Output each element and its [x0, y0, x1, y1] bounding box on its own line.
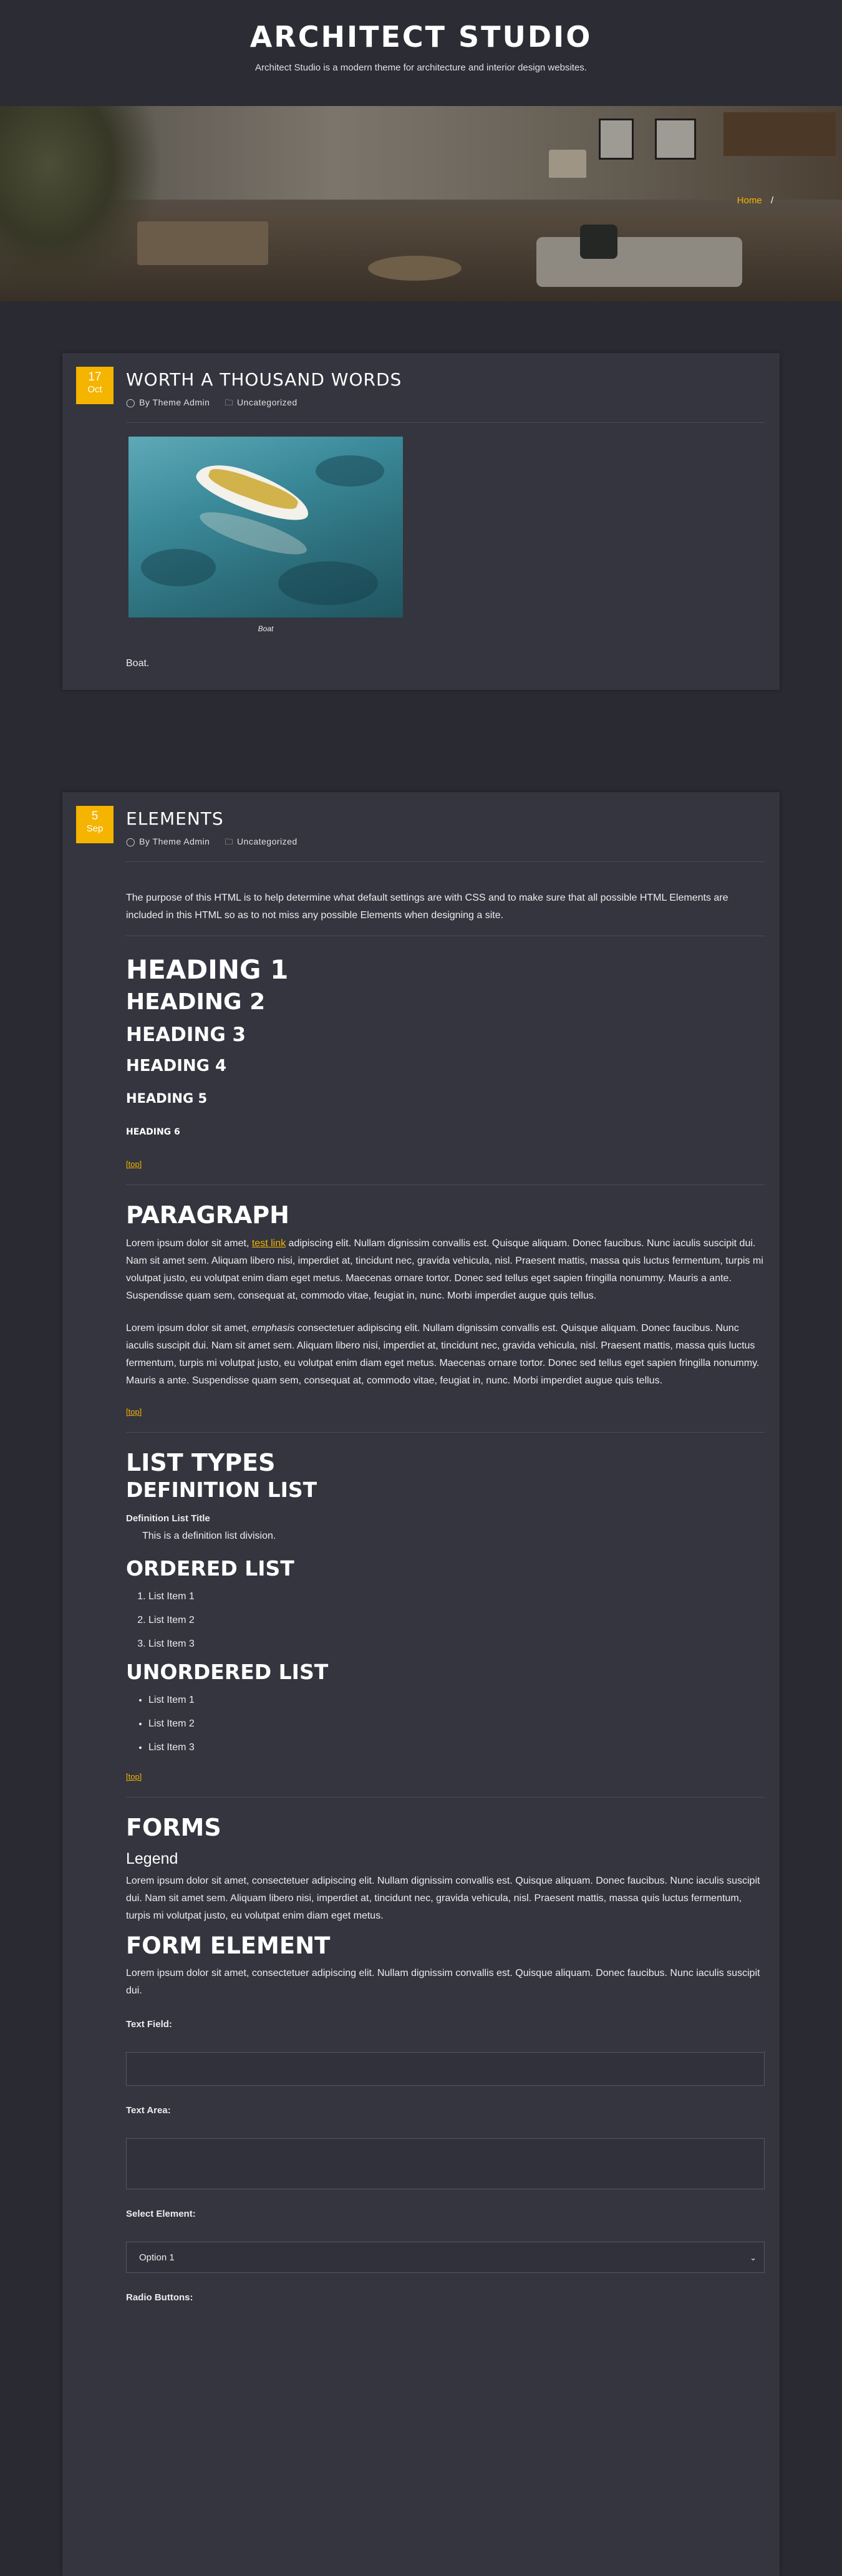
site-title[interactable]: ARCHITECT STUDIO [249, 20, 593, 54]
post-category-label: Uncategorized [236, 397, 298, 407]
select-label: Select Element: [126, 2209, 196, 2219]
paragraph-1-start: Lorem ipsum dolor sit amet, [126, 1238, 252, 1249]
post-title[interactable]: ELEMENTS [126, 808, 224, 829]
form-element-heading: FORM ELEMENT [126, 1932, 331, 1959]
hero-banner [0, 106, 842, 301]
image-figure [128, 437, 403, 637]
select-element[interactable] [126, 2242, 765, 2273]
unordered-list-heading: UNORDERED LIST [126, 1660, 329, 1684]
radio-buttons-label: Radio Buttons: [126, 2292, 193, 2303]
legend: Legend [126, 1850, 178, 1867]
list-item: • List Item 1 [148, 1688, 765, 1712]
divider [126, 861, 765, 862]
post-body: Boat. [126, 658, 150, 669]
post-title[interactable]: WORTH A THOUSAND WORDS [126, 369, 402, 390]
chevron-down-icon: ⌄ [750, 2253, 757, 2262]
form-element-paragraph: Lorem ipsum dolor sit amet, consectetuer adipiscing elit. Nullam dignissim convallis est. Quisque aliquam. Donec faucibus. Nunc iaculis suscipit dui. [126, 1968, 760, 1996]
water-rock [278, 561, 378, 605]
forms-paragraph: Lorem ipsum dolor sit amet, consectetuer adipiscing elit. Nullam dignissim convallis est. Quisque aliquam. Donec faucibus. Nunc iaculis suscipit dui. Nam sit amet sem. Aliquam libero nisi, imperdiet at, tincidunt nec, gravida vehicula, nisl. Praesent mattis, massa quis luctus fermentum, turpis mi volutpat justo, eu volutpat enim diam eget metus. [126, 1876, 760, 1921]
heading-3: HEADING 3 [126, 1024, 246, 1046]
post-category[interactable] [225, 836, 297, 850]
heading-4: HEADING 4 [126, 1057, 227, 1075]
unordered-list [126, 1688, 765, 1760]
definition-description: This is a definition list division. [142, 1531, 276, 1541]
text-area-label: Text Area: [126, 2105, 171, 2116]
divider [126, 1184, 765, 1185]
forms-heading: FORMS [126, 1814, 221, 1841]
top-link[interactable]: [top] [126, 1772, 142, 1781]
site-tagline: Architect Studio is a modern theme for architecture and interior design websites. [255, 62, 587, 73]
list-item: 3. List Item 3 [148, 1632, 765, 1656]
folder-icon: 🗀 [225, 837, 233, 846]
heading-6: HEADING 6 [126, 1127, 180, 1137]
post-author[interactable] [126, 836, 210, 850]
hero-overlay [0, 106, 842, 301]
post-meta [126, 397, 780, 411]
water-rock [316, 455, 384, 487]
post-author-label: By Theme Admin [139, 397, 210, 407]
heading-5: HEADING 5 [126, 1091, 208, 1106]
post-category[interactable] [225, 397, 297, 411]
paragraph-1 [126, 1235, 765, 1305]
post-content [62, 889, 780, 2307]
breadcrumb-home-link[interactable]: Home [737, 195, 762, 206]
list-types-heading: LIST TYPES [126, 1449, 276, 1476]
date-month: Oct [87, 384, 102, 395]
divider [126, 1797, 765, 1798]
list-item: • List Item 3 [148, 1736, 765, 1760]
ordered-list [126, 1585, 765, 1656]
boat-image[interactable] [128, 437, 403, 617]
test-link[interactable]: test link [251, 1238, 286, 1249]
emphasis-text: emphasis [251, 1323, 295, 1334]
heading-1: HEADING 1 [126, 954, 289, 985]
image-caption: Boat [258, 624, 274, 633]
list-item: • List Item 2 [148, 1712, 765, 1736]
top-link[interactable]: [top] [126, 1407, 142, 1416]
post-header [62, 353, 780, 423]
folder-icon: 🗀 [225, 398, 233, 407]
select-value: Option 1 [139, 2252, 175, 2263]
paragraph-1-end: adipiscing elit. Nullam dignissim convallis est. Quisque aliquam. Donec faucibus. Nunc iaculis suscipit dui. Nam sit amet sem. Aliquam libero nisi, imperdiet at, tincidunt nec, gravida vehicula, nisl. Praesent mattis, massa quis luctus fermentum, turpis mi volutpat justo, eu volutpat enim diam eget metus. Maecenas ornare tortor. Donec sed tellus eget sapien fringilla nonummy. Mauris a ante. Suspendisse quam sem, consequat at, commodo vitae, feugiat in, nunc. Morbi imperdiet augue quis tellus. [126, 1238, 763, 1301]
post-meta [126, 836, 780, 850]
definition-term: Definition List Title [126, 1513, 210, 1524]
date-month: Sep [86, 823, 104, 834]
post-category-label: Uncategorized [236, 836, 298, 846]
post-author-label: By Theme Admin [139, 836, 210, 846]
definition-list-heading: DEFINITION LIST [126, 1478, 317, 1502]
post-card [62, 792, 780, 2576]
breadcrumb [737, 195, 773, 206]
ordered-list-heading: ORDERED LIST [126, 1556, 294, 1581]
post-card [62, 353, 780, 690]
list-item: 1. List Item 1 [148, 1585, 765, 1609]
intro-paragraph: The purpose of this HTML is to help determine what default settings are with CSS and to make sure that all possible HTML Elements are included in this HTML so as to not miss any possible Elements when designing a site. [126, 893, 728, 921]
list-item: 2. List Item 2 [148, 1609, 765, 1632]
water-rock [141, 549, 216, 586]
divider [126, 422, 765, 423]
divider [126, 1432, 765, 1433]
post-header [62, 792, 780, 862]
post-author[interactable] [126, 397, 210, 411]
heading-2: HEADING 2 [126, 989, 266, 1015]
breadcrumb-separator: / [770, 195, 773, 206]
user-icon: ◯ [126, 398, 136, 407]
paragraph-2-start: Lorem ipsum dolor sit amet, [126, 1323, 252, 1334]
top-link[interactable]: [top] [126, 1160, 142, 1169]
date-day: 17 [88, 370, 102, 384]
paragraph-2 [126, 1320, 765, 1390]
text-area-input[interactable] [126, 2138, 765, 2189]
date-day: 5 [91, 810, 99, 823]
post-content [62, 437, 780, 672]
paragraph-heading: PARAGRAPH [126, 1201, 289, 1229]
text-field-input[interactable] [126, 2052, 765, 2086]
text-field-label: Text Field: [126, 2019, 172, 2030]
paragraph-2-end: consectetuer adipiscing elit. Nullam dignissim convallis est. Quisque aliquam. Donec faucibus. Nunc iaculis suscipit dui. Nam sit amet sem. Aliquam libero nisi, imperdiet at, tincidunt nec, gravida vehicula, nisl. Praesent mattis, massa quis luctus fermentum, turpis mi volutpat justo, eu volutpat enim diam eget metus. Maecenas ornare tortor. Donec sed tellus eget sapien fringilla nonummy. Mauris a ante. Suspendisse quam sem, consequat at, commodo vitae, feugiat in, nunc. Morbi imperdiet augue quis tellus. [126, 1323, 760, 1386]
user-icon: ◯ [126, 837, 136, 846]
site-header [0, 0, 842, 106]
